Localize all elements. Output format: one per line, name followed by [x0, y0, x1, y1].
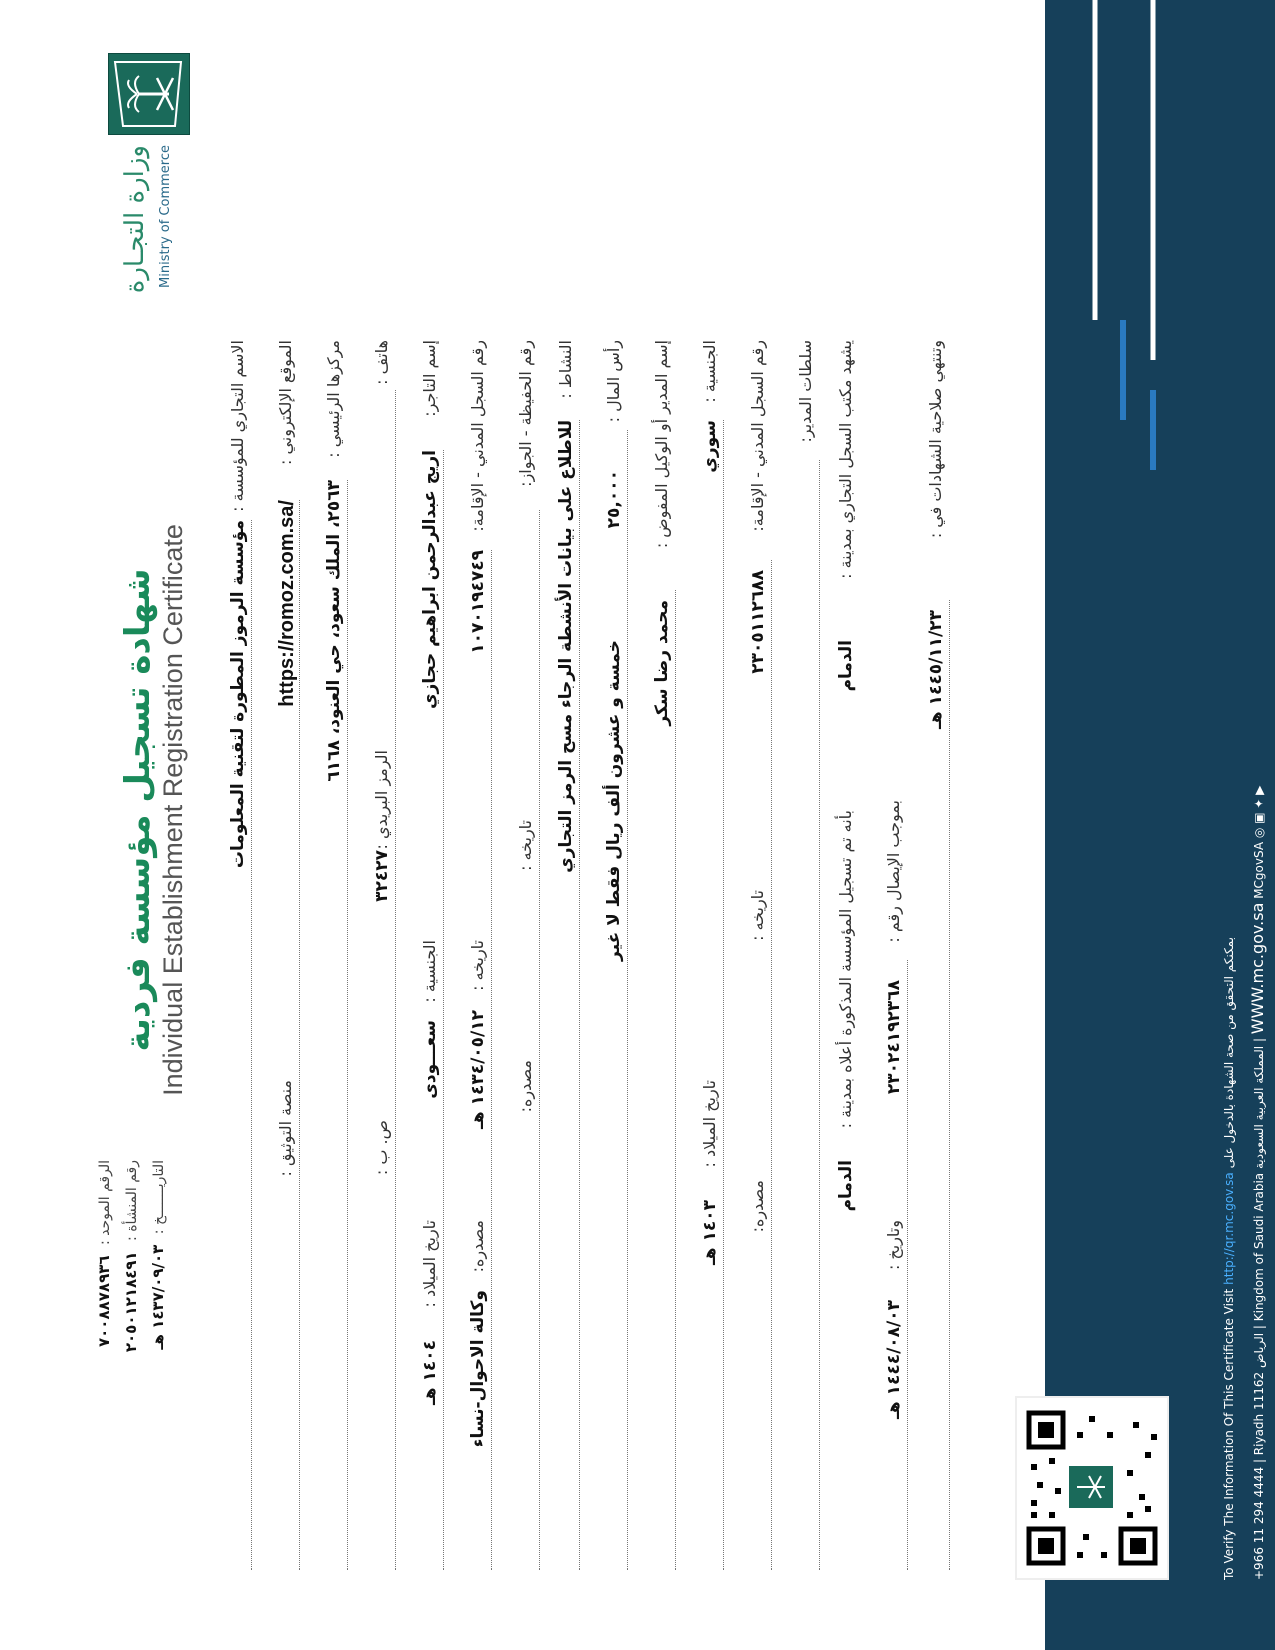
dotted-line — [818, 460, 820, 1570]
unified-number-label: الرقم الموحد : — [97, 1160, 113, 1245]
postal-code-label: الرمز البريدي : — [372, 750, 391, 850]
dotted-line — [250, 520, 252, 1570]
trade-name-value: مؤسسة الرموز المطورة لتقنية المعلومات — [228, 520, 248, 869]
receipt-label: بموجب الإيصال رقم : — [884, 800, 903, 943]
merchant-label: إسم التاجر: — [420, 340, 439, 417]
contact-row — [372, 340, 400, 1570]
merchant-row — [420, 340, 448, 1570]
manager-nationality-row — [700, 340, 728, 1570]
passport-label: رقم الحفيظة - الجواز: — [516, 340, 535, 487]
establishment-number-row — [122, 1160, 140, 1530]
passport-row — [516, 340, 544, 1570]
social-icons: ◎ ▣ ✦ ▶ — [1252, 785, 1266, 839]
qr-code — [1015, 1396, 1169, 1580]
establishment-number-value: ٢٠٥٠١٢١٨٤٩١ — [122, 1251, 140, 1353]
capital-in-words: خمسة و عشرون ألف ريال فقط لا غير — [604, 640, 624, 961]
passport-date-label: تاريخه : — [516, 820, 535, 871]
civil-registry-value: ١٠٧٠١٩٤٧٤٩ — [468, 550, 488, 654]
website-value: https://romoz.com.sa/ — [276, 500, 298, 707]
dotted-line — [578, 420, 580, 1570]
civil-date-value: ١٤٣٤/٠٥/١٢ هـ — [468, 1010, 488, 1129]
receipt-date-label: وتاريخ : — [884, 1220, 903, 1271]
manager-label: إسم المدير أو الوكيل المفوض : — [652, 340, 671, 549]
phone: +966 11 294 4444 — [1252, 1466, 1266, 1580]
receipt-value: ٢٣٠٢٤١٩٢٣٦٨ — [884, 980, 904, 1095]
birth-date-label: تاريخ الميلاد : — [420, 1220, 439, 1308]
city: Riyadh 11162 الرياض — [1252, 1332, 1266, 1456]
capital-row — [604, 340, 632, 1570]
verify-en: To Verify The Information Of This Certificate Visit — [1222, 1288, 1236, 1580]
capital-value: ٢٥,٠٠٠ — [604, 470, 624, 529]
pobox-label: ص. ب : — [372, 1120, 391, 1176]
dotted-line — [394, 390, 396, 1570]
website-label: الموقع الإلكتروني : — [276, 340, 295, 466]
manager-birth-value: ١٤٠٣ هـ — [700, 1200, 720, 1266]
dotted-line — [906, 960, 908, 1570]
title-en: Individual Establishment Registration Certificate — [158, 524, 188, 1096]
manager-birth-label: تاريخ الميلاد : — [700, 1080, 719, 1168]
hq-label: مركزها الرئيسي : — [324, 340, 343, 458]
merchant-value: اريج عبدالرحمن ابراهيم حجازي — [420, 450, 440, 710]
office-row — [836, 340, 864, 1570]
dotted-line — [490, 550, 492, 1570]
manager-civil-date-label: تاريخه : — [748, 890, 767, 941]
receipt-row — [884, 340, 912, 1570]
registered-value: الدمام — [836, 1160, 856, 1212]
civil-source-label: مصدره: — [468, 1220, 487, 1273]
trade-name-label: الاسم التجاري للمؤسسة : — [228, 340, 247, 512]
dotted-line — [722, 420, 724, 1570]
dotted-line — [674, 590, 676, 1570]
manager-civil-value: ٢٣٠٥١١٢٦٨٨ — [748, 570, 768, 674]
unified-number-row — [95, 1160, 113, 1530]
hq-value: ٢٥٦٣، الملك سعود، حي العنود، ٦١٦٨ — [324, 480, 344, 782]
activity-value: للاطلاع على بيانات الأنشطة الرجاء مسح الرمز التجاري — [556, 420, 576, 873]
dotted-line — [298, 500, 300, 1570]
manager-civil-row — [748, 340, 776, 1570]
civil-source-value: وكالة الاحوال-نساء — [468, 1290, 488, 1448]
website-link[interactable]: WWW.mc.gov.sa — [1248, 902, 1267, 1035]
office-value: الدمام — [836, 640, 856, 692]
manager-civil-label: رقم السجل المدني - الإقامة: — [748, 340, 767, 532]
establishment-number-label: رقم المنشأة : — [124, 1160, 140, 1241]
dotted-line — [442, 450, 444, 1570]
civil-registry-row — [468, 340, 496, 1570]
registered-label: بأنه تم تسجيل المؤسسة المذكورة أعلاه بمدينة : — [836, 810, 855, 1129]
auth-platform-label: منصة التوثيق : — [276, 1080, 295, 1177]
dotted-line — [346, 480, 348, 1570]
manager-value: محمد رضا سكر — [652, 600, 672, 726]
expiry-value: ١٤٤٥/١١/٢٣ هـ — [926, 610, 946, 729]
ministry-name-ar: وزارة التجـارة — [120, 145, 150, 294]
expiry-label: وتنتهي صلاحية الشهادات في : — [926, 340, 945, 539]
verify-ar: بمكنكم التحقق من صحة الشهادة بالدخول على — [1222, 937, 1236, 1169]
ministry-logo — [108, 53, 190, 135]
verify-line — [1222, 937, 1236, 1580]
birth-date-value: ١٤٠٤ هـ — [420, 1340, 440, 1406]
dotted-line — [626, 430, 628, 1570]
issue-date-row — [149, 1160, 167, 1530]
phone-label: هاتف : — [372, 340, 391, 385]
social-handle[interactable]: MCgovSA — [1252, 841, 1266, 899]
capital-label: رأس المال : — [604, 340, 623, 423]
issue-date-label: التاريـــــــخ : — [151, 1160, 167, 1235]
kingdom: Kingdom of Saudi Arabia — [1252, 1172, 1266, 1322]
dotted-line — [538, 510, 540, 1570]
activity-label: النشاط : — [556, 340, 575, 399]
nationality-label: الجنسية : — [420, 940, 439, 1003]
ministry-name-en: Ministry of Commerce — [158, 145, 173, 288]
issue-date-value: ١٤٣٧/٠٩/٠٣ هـ — [149, 1244, 167, 1350]
manager-nationality-value: سوري — [700, 420, 720, 473]
dotted-line — [770, 560, 772, 1570]
kingdom-ar: المملكة العربية السعودية — [1252, 1045, 1266, 1169]
passport-source-label: مصدره: — [516, 1060, 535, 1113]
contact-line: +966 11 294 4444 | Riyadh 11162 الرياض | Kingdom of Saudi Arabia المملكة العربية السعودية | WWW.mc.gov.sa MCgovSA ◎ ▣ ✦ ▶ — [1248, 785, 1267, 1580]
activity-row — [556, 340, 584, 1570]
manager-civil-source-label: مصدره: — [748, 1180, 767, 1233]
title-ar: شهادة تسجيل مؤسسة فردية — [118, 568, 158, 1052]
manager-powers-row — [796, 340, 824, 1570]
hq-row — [324, 340, 352, 1570]
expiry-row — [926, 340, 954, 1570]
manager-row — [652, 340, 680, 1570]
manager-powers-label: سلطات المدير: — [796, 340, 815, 443]
website-row — [276, 340, 304, 1570]
nationality-value: سعـــودى — [420, 1020, 440, 1099]
office-label: يشهد مكتب السجل التجاري بمدينة : — [836, 340, 855, 579]
dotted-line — [948, 600, 950, 1570]
trade-name-row — [228, 340, 256, 1570]
manager-nationality-label: الجنسية : — [700, 340, 719, 403]
unified-number-value: ٧٠٠٨٨٧٨٩٣٦ — [95, 1255, 113, 1348]
receipt-date-value: ١٤٤٤/٠٨/٠٣ هـ — [884, 1300, 904, 1419]
civil-date-label: تاريخه : — [468, 940, 487, 991]
postal-code-value: ٣٢٤٢٧ — [372, 850, 392, 902]
civil-registry-label: رقم السجل المدني - الإقامة: — [468, 340, 487, 532]
verify-url[interactable]: http://qr.mc.gov.sa — [1222, 1172, 1236, 1285]
